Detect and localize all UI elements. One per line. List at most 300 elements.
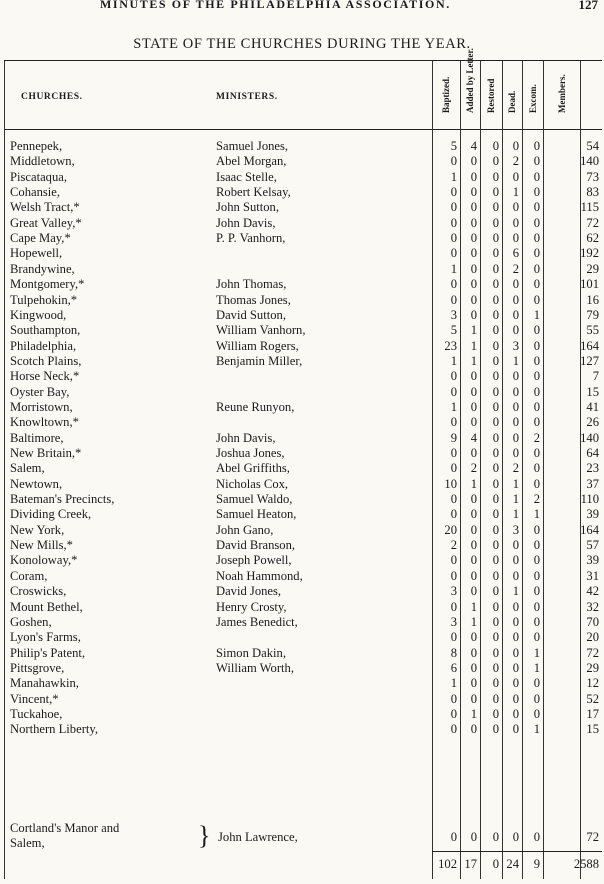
stat-added: 0 <box>470 277 477 292</box>
stat-added: 2 <box>470 461 477 476</box>
stat-excom: 0 <box>533 154 540 169</box>
stat-restored: 0 <box>492 660 499 675</box>
minister-name: Benjamin Miller, <box>216 353 303 368</box>
stat-added: 0 <box>470 553 477 568</box>
stat-members: 110 <box>580 492 599 507</box>
stat-added: 1 <box>470 323 477 338</box>
minister-name: William Vanhorn, <box>216 323 306 338</box>
church-name: Philadelphia, <box>10 338 77 353</box>
stat-dead: 0 <box>512 568 519 583</box>
stat-members: 72 <box>586 830 599 844</box>
stat-dead: 0 <box>512 706 519 721</box>
church-name: Croswicks, <box>10 584 67 599</box>
stat-restored: 0 <box>492 584 499 599</box>
table-row <box>4 139 602 154</box>
stat-dead: 0 <box>512 215 519 230</box>
stat-added: 4 <box>470 139 477 153</box>
stat-members: 41 <box>586 399 599 414</box>
stat-baptized: 3 <box>450 584 457 599</box>
stat-restored: 0 <box>492 492 499 507</box>
stat-members: 140 <box>580 154 599 169</box>
stat-excom: 1 <box>533 660 540 675</box>
stat-restored: 0 <box>492 691 499 706</box>
table-row <box>4 262 602 277</box>
stat-added: 0 <box>470 399 477 414</box>
stat-added: 0 <box>470 645 477 660</box>
stat-baptized: 0 <box>450 415 457 430</box>
stat-dead: 0 <box>512 676 519 691</box>
minister-name: David Sutton, <box>216 307 286 322</box>
stat-excom: 0 <box>533 231 540 246</box>
stat-dead: 0 <box>512 430 519 445</box>
church-name: Pennepek, <box>10 139 63 153</box>
stat-restored: 0 <box>492 154 499 169</box>
stat-excom: 0 <box>533 476 540 491</box>
stat-restored: 0 <box>492 231 499 246</box>
minister-name: Simon Dakin, <box>216 645 286 660</box>
stat-members: 31 <box>586 568 599 583</box>
stat-excom: 1 <box>533 722 540 737</box>
stat-dead: 0 <box>512 599 519 614</box>
church-name: Montgomery,* <box>10 277 85 292</box>
stat-members: 115 <box>580 200 599 215</box>
stat-restored: 0 <box>492 200 499 215</box>
church-name: Welsh Tract,* <box>10 200 80 215</box>
stat-restored: 0 <box>492 185 499 200</box>
stat-excom: 0 <box>533 261 540 276</box>
stat-excom: 0 <box>533 706 540 721</box>
header-ministers: MINISTERS. <box>216 92 278 102</box>
stat-dead: 0 <box>512 415 519 430</box>
stat-dead: 0 <box>512 553 519 568</box>
stat-excom: 1 <box>533 645 540 660</box>
stat-excom: 0 <box>533 630 540 645</box>
minister-name: Abel Griffiths, <box>216 461 290 476</box>
stat-baptized: 5 <box>450 323 457 338</box>
stat-dead: 0 <box>512 399 519 414</box>
stat-members: 140 <box>580 430 599 445</box>
minister-name: William Rogers, <box>216 338 299 353</box>
stat-members: 26 <box>586 415 599 430</box>
stat-baptized: 0 <box>450 292 457 307</box>
stat-baptized: 0 <box>450 185 457 200</box>
stat-members: 37 <box>586 476 599 491</box>
stat-excom: 0 <box>533 246 540 261</box>
stat-excom: 0 <box>533 399 540 414</box>
stat-dead: 0 <box>512 660 519 675</box>
church-name: Horse Neck,* <box>10 369 80 384</box>
stat-restored: 0 <box>492 261 499 276</box>
stat-members: 52 <box>586 691 599 706</box>
table-row <box>4 523 602 538</box>
stat-restored: 0 <box>492 169 499 184</box>
table-row <box>4 553 602 568</box>
stat-excom: 0 <box>533 691 540 706</box>
minister-name: David Jones, <box>216 584 282 599</box>
church-name: Goshen, <box>10 614 52 629</box>
stat-members: 29 <box>586 261 599 276</box>
church-name: Tuckahoe, <box>10 706 63 721</box>
church-name: New Mills,* <box>10 538 73 553</box>
stat-baptized: 0 <box>450 446 457 460</box>
stat-dead: 0 <box>512 369 519 384</box>
church-name: Cohansie, <box>10 185 61 200</box>
minister-name: John Gano, <box>216 522 274 537</box>
minister-name: Thomas Jones, <box>216 292 291 307</box>
stat-excom: 0 <box>533 599 540 614</box>
stat-excom: 0 <box>533 384 540 399</box>
stat-dead: 0 <box>512 830 519 844</box>
stat-excom: 0 <box>533 415 540 430</box>
stat-baptized: 0 <box>450 722 457 737</box>
stat-dead: 0 <box>512 231 519 246</box>
stat-baptized: 0 <box>450 154 457 169</box>
total-excom: 9 <box>533 857 540 871</box>
table-row <box>4 154 602 169</box>
stat-dead: 0 <box>512 384 519 399</box>
stat-members: 17 <box>586 706 599 721</box>
stat-dead: 3 <box>512 522 519 537</box>
totals-rule <box>432 851 602 852</box>
stat-baptized: 0 <box>450 568 457 583</box>
stat-excom: 0 <box>533 369 540 384</box>
stat-added: 0 <box>470 169 477 184</box>
stat-members: 73 <box>586 169 599 184</box>
stat-excom: 0 <box>533 277 540 292</box>
stat-restored: 0 <box>492 676 499 691</box>
stat-dead: 0 <box>512 538 519 553</box>
table-row <box>4 200 602 215</box>
stat-baptized: 2 <box>450 538 457 553</box>
stat-dead: 0 <box>512 630 519 645</box>
table-row <box>4 170 602 185</box>
minister-name: James Benedict, <box>216 614 298 629</box>
stat-members: 12 <box>586 676 599 691</box>
church-name: Northern Liberty, <box>10 722 99 737</box>
stat-baptized: 3 <box>450 307 457 322</box>
minister-name: Noah Hammond, <box>216 568 303 583</box>
total-baptized: 102 <box>438 857 457 871</box>
church-name: Kingwood, <box>10 307 67 322</box>
stat-members: 29 <box>586 660 599 675</box>
stat-baptized: 1 <box>450 399 457 414</box>
stat-restored: 0 <box>492 353 499 368</box>
stat-excom: 0 <box>533 323 540 338</box>
stat-dead: 0 <box>512 645 519 660</box>
stat-added: 0 <box>470 154 477 169</box>
stat-excom: 1 <box>533 307 540 322</box>
table-row <box>4 415 602 430</box>
minister-name: P. P. Vanhorn, <box>216 231 286 246</box>
running-head-title: MINUTES OF THE PHILADELPHIA ASSOCIATION. <box>100 0 451 11</box>
stat-dead: 3 <box>512 338 519 353</box>
stat-added: 0 <box>470 292 477 307</box>
stat-members: 16 <box>586 292 599 307</box>
stat-restored: 0 <box>492 553 499 568</box>
stat-restored: 0 <box>492 630 499 645</box>
header-restored: Restored <box>486 78 496 113</box>
minister-name: Samuel Jones, <box>216 139 289 153</box>
stat-baptized: 0 <box>450 691 457 706</box>
table-row <box>4 323 602 338</box>
minister-name: Samuel Waldo, <box>216 492 293 507</box>
table-row <box>4 246 602 261</box>
stat-members: 23 <box>586 461 599 476</box>
stat-members: 39 <box>586 553 599 568</box>
stat-members: 57 <box>586 538 599 553</box>
header-baptized: Baptized. <box>441 76 451 113</box>
church-name: Oyster Bay, <box>10 384 70 399</box>
table-row <box>4 569 602 584</box>
stat-baptized: 0 <box>450 200 457 215</box>
table-row <box>4 707 602 722</box>
stat-restored: 0 <box>492 722 499 737</box>
table-row <box>4 477 602 492</box>
church-name: Salem, <box>10 461 45 476</box>
stat-baptized: 1 <box>450 353 457 368</box>
stat-excom: 0 <box>533 553 540 568</box>
table-title: STATE OF THE CHURCHES DURING THE YEAR. <box>133 36 471 52</box>
stat-added: 0 <box>470 538 477 553</box>
table-row <box>4 293 602 308</box>
stat-excom: 2 <box>533 430 540 445</box>
stat-baptized: 0 <box>450 246 457 261</box>
brace-mark: } <box>198 821 211 850</box>
stat-restored: 0 <box>492 522 499 537</box>
stat-dead: 0 <box>512 139 519 153</box>
table-row <box>4 600 602 615</box>
minister-name: John Davis, <box>216 215 276 230</box>
stat-added: 0 <box>470 415 477 430</box>
church-name: New York, <box>10 522 65 537</box>
stat-excom: 0 <box>533 169 540 184</box>
stat-added: 0 <box>470 492 477 507</box>
stat-members: 39 <box>586 507 599 522</box>
table-row <box>4 584 602 599</box>
stat-excom: 0 <box>533 522 540 537</box>
stat-baptized: 0 <box>450 706 457 721</box>
minister-name: John Sutton, <box>216 200 279 215</box>
church-name: Knowltown,* <box>10 415 79 430</box>
church-name: Konoloway,* <box>10 553 78 568</box>
stat-restored: 0 <box>492 507 499 522</box>
church-name: Philip's Patent, <box>10 645 86 660</box>
stat-dead: 6 <box>512 246 519 261</box>
minister-name: John Thomas, <box>216 277 287 292</box>
stat-restored: 0 <box>492 830 499 844</box>
stat-restored: 0 <box>492 599 499 614</box>
stat-added: 0 <box>470 261 477 276</box>
table-row <box>4 185 602 200</box>
stat-restored: 0 <box>492 139 499 153</box>
stat-added: 0 <box>470 722 477 737</box>
stat-dead: 1 <box>512 185 519 200</box>
stat-excom: 0 <box>533 584 540 599</box>
minister-name: William Worth, <box>216 660 294 675</box>
stat-added: 1 <box>470 338 477 353</box>
stat-members: 64 <box>586 446 599 460</box>
stat-restored: 0 <box>492 538 499 553</box>
table-row <box>4 385 602 400</box>
table-row <box>4 722 602 737</box>
stat-baptized: 0 <box>450 369 457 384</box>
stat-baptized: 5 <box>450 139 457 153</box>
stat-added: 0 <box>470 584 477 599</box>
stat-added: 1 <box>470 353 477 368</box>
stat-excom: 0 <box>533 338 540 353</box>
stat-added: 0 <box>470 369 477 384</box>
stat-restored: 0 <box>492 369 499 384</box>
stat-added: 0 <box>470 307 477 322</box>
stat-excom: 0 <box>533 830 540 844</box>
stat-excom: 0 <box>533 676 540 691</box>
church-name: Coram, <box>10 568 48 583</box>
church-name: Tulpehokin,* <box>10 292 78 307</box>
table-row <box>4 492 602 507</box>
stat-added: 0 <box>470 200 477 215</box>
table-row <box>4 661 602 676</box>
stat-members: 15 <box>586 384 599 399</box>
stat-dead: 1 <box>512 507 519 522</box>
stat-members: 164 <box>580 338 599 353</box>
stat-dead: 0 <box>512 323 519 338</box>
stat-baptized: 0 <box>450 492 457 507</box>
church-name: Scotch Plains, <box>10 353 82 368</box>
stat-restored: 0 <box>492 568 499 583</box>
stat-dead: 0 <box>512 292 519 307</box>
church-name: Lyon's Farms, <box>10 630 81 645</box>
stat-baptized: 0 <box>450 830 457 844</box>
table-row <box>4 308 602 323</box>
stat-baptized: 23 <box>444 338 457 353</box>
church-name: Baltimore, <box>10 430 64 445</box>
table-row <box>4 277 602 292</box>
stat-added: 1 <box>470 706 477 721</box>
stat-excom: 0 <box>533 215 540 230</box>
stat-restored: 0 <box>492 430 499 445</box>
stat-baptized: 0 <box>450 215 457 230</box>
stat-excom: 0 <box>533 461 540 476</box>
stat-members: 127 <box>580 353 599 368</box>
stat-baptized: 9 <box>450 430 457 445</box>
stat-baptized: 20 <box>444 522 457 537</box>
stat-restored: 0 <box>492 246 499 261</box>
stat-excom: 0 <box>533 200 540 215</box>
stat-members: 70 <box>586 614 599 629</box>
stat-dead: 2 <box>512 261 519 276</box>
minister-name: Reune Runyon, <box>216 399 295 414</box>
stat-added: 0 <box>470 676 477 691</box>
stat-dead: 1 <box>512 492 519 507</box>
stat-members: 42 <box>586 584 599 599</box>
stat-baptized: 1 <box>450 169 457 184</box>
header-members: Members. <box>556 74 567 113</box>
stat-restored: 0 <box>492 706 499 721</box>
stat-dead: 0 <box>512 614 519 629</box>
stat-excom: 0 <box>533 614 540 629</box>
header-added-by-letter: Added by Letter. <box>465 48 475 113</box>
running-head <box>0 0 604 14</box>
minister-name: Robert Kelsay, <box>216 185 291 200</box>
table-row <box>4 507 602 522</box>
stat-members: 83 <box>586 185 599 200</box>
stat-members: 62 <box>586 231 599 246</box>
stat-baptized: 8 <box>450 645 457 660</box>
stat-baptized: 0 <box>450 507 457 522</box>
stat-restored: 0 <box>492 415 499 430</box>
stat-baptized: 10 <box>444 476 457 491</box>
stat-restored: 0 <box>492 399 499 414</box>
stat-excom: 0 <box>533 446 540 460</box>
minister-name: Abel Morgan, <box>216 154 287 169</box>
church-name: Manahawkin, <box>10 676 79 691</box>
stat-dead: 1 <box>512 476 519 491</box>
stat-members: 72 <box>586 215 599 230</box>
stat-excom: 1 <box>533 507 540 522</box>
stat-dead: 0 <box>512 691 519 706</box>
stat-added: 1 <box>470 599 477 614</box>
stat-members: 192 <box>580 246 599 261</box>
church-name: New Britain,* <box>10 446 82 460</box>
stat-baptized: 0 <box>450 277 457 292</box>
church-name: Cape May,* <box>10 231 71 246</box>
stat-baptized: 1 <box>450 676 457 691</box>
church-name: Middletown, <box>10 154 75 169</box>
stat-added: 0 <box>470 231 477 246</box>
stat-added: 0 <box>470 568 477 583</box>
header-dead: Dead. <box>507 90 517 113</box>
stat-added: 1 <box>470 614 477 629</box>
church-name: Piscataqua, <box>10 169 68 184</box>
church-name: Cortland's Manor and <box>10 821 120 835</box>
stat-restored: 0 <box>492 338 499 353</box>
stat-added: 4 <box>470 430 477 445</box>
stat-restored: 0 <box>492 292 499 307</box>
church-name: Vincent,* <box>10 691 59 706</box>
table-header <box>4 48 602 130</box>
minister-name: John Lawrence, <box>218 830 298 844</box>
header-churches: CHURCHES. <box>21 92 83 102</box>
stat-added: 0 <box>470 522 477 537</box>
stat-added: 0 <box>470 830 477 844</box>
table-row <box>4 646 602 661</box>
church-name: Dividing Creek, <box>10 507 92 522</box>
stat-baptized: 0 <box>450 384 457 399</box>
stat-baptized: 0 <box>450 231 457 246</box>
table-row <box>4 216 602 231</box>
table-row <box>4 692 602 707</box>
stat-restored: 0 <box>492 476 499 491</box>
stat-restored: 0 <box>492 215 499 230</box>
church-name: Pittsgrove, <box>10 660 65 675</box>
table-row <box>4 431 602 446</box>
total-restored: 0 <box>492 857 499 871</box>
stat-added: 0 <box>470 507 477 522</box>
table-row <box>4 400 602 415</box>
stat-restored: 0 <box>492 323 499 338</box>
table-row <box>4 630 602 645</box>
church-name: Morristown, <box>10 399 73 414</box>
table-row <box>4 339 602 354</box>
stat-dead: 2 <box>512 461 519 476</box>
table-row <box>4 354 602 369</box>
stat-members: 7 <box>592 369 599 384</box>
stat-excom: 0 <box>533 353 540 368</box>
table-row <box>4 369 602 384</box>
stat-dead: 0 <box>512 307 519 322</box>
stat-members: 32 <box>586 599 599 614</box>
stat-dead: 2 <box>512 154 519 169</box>
